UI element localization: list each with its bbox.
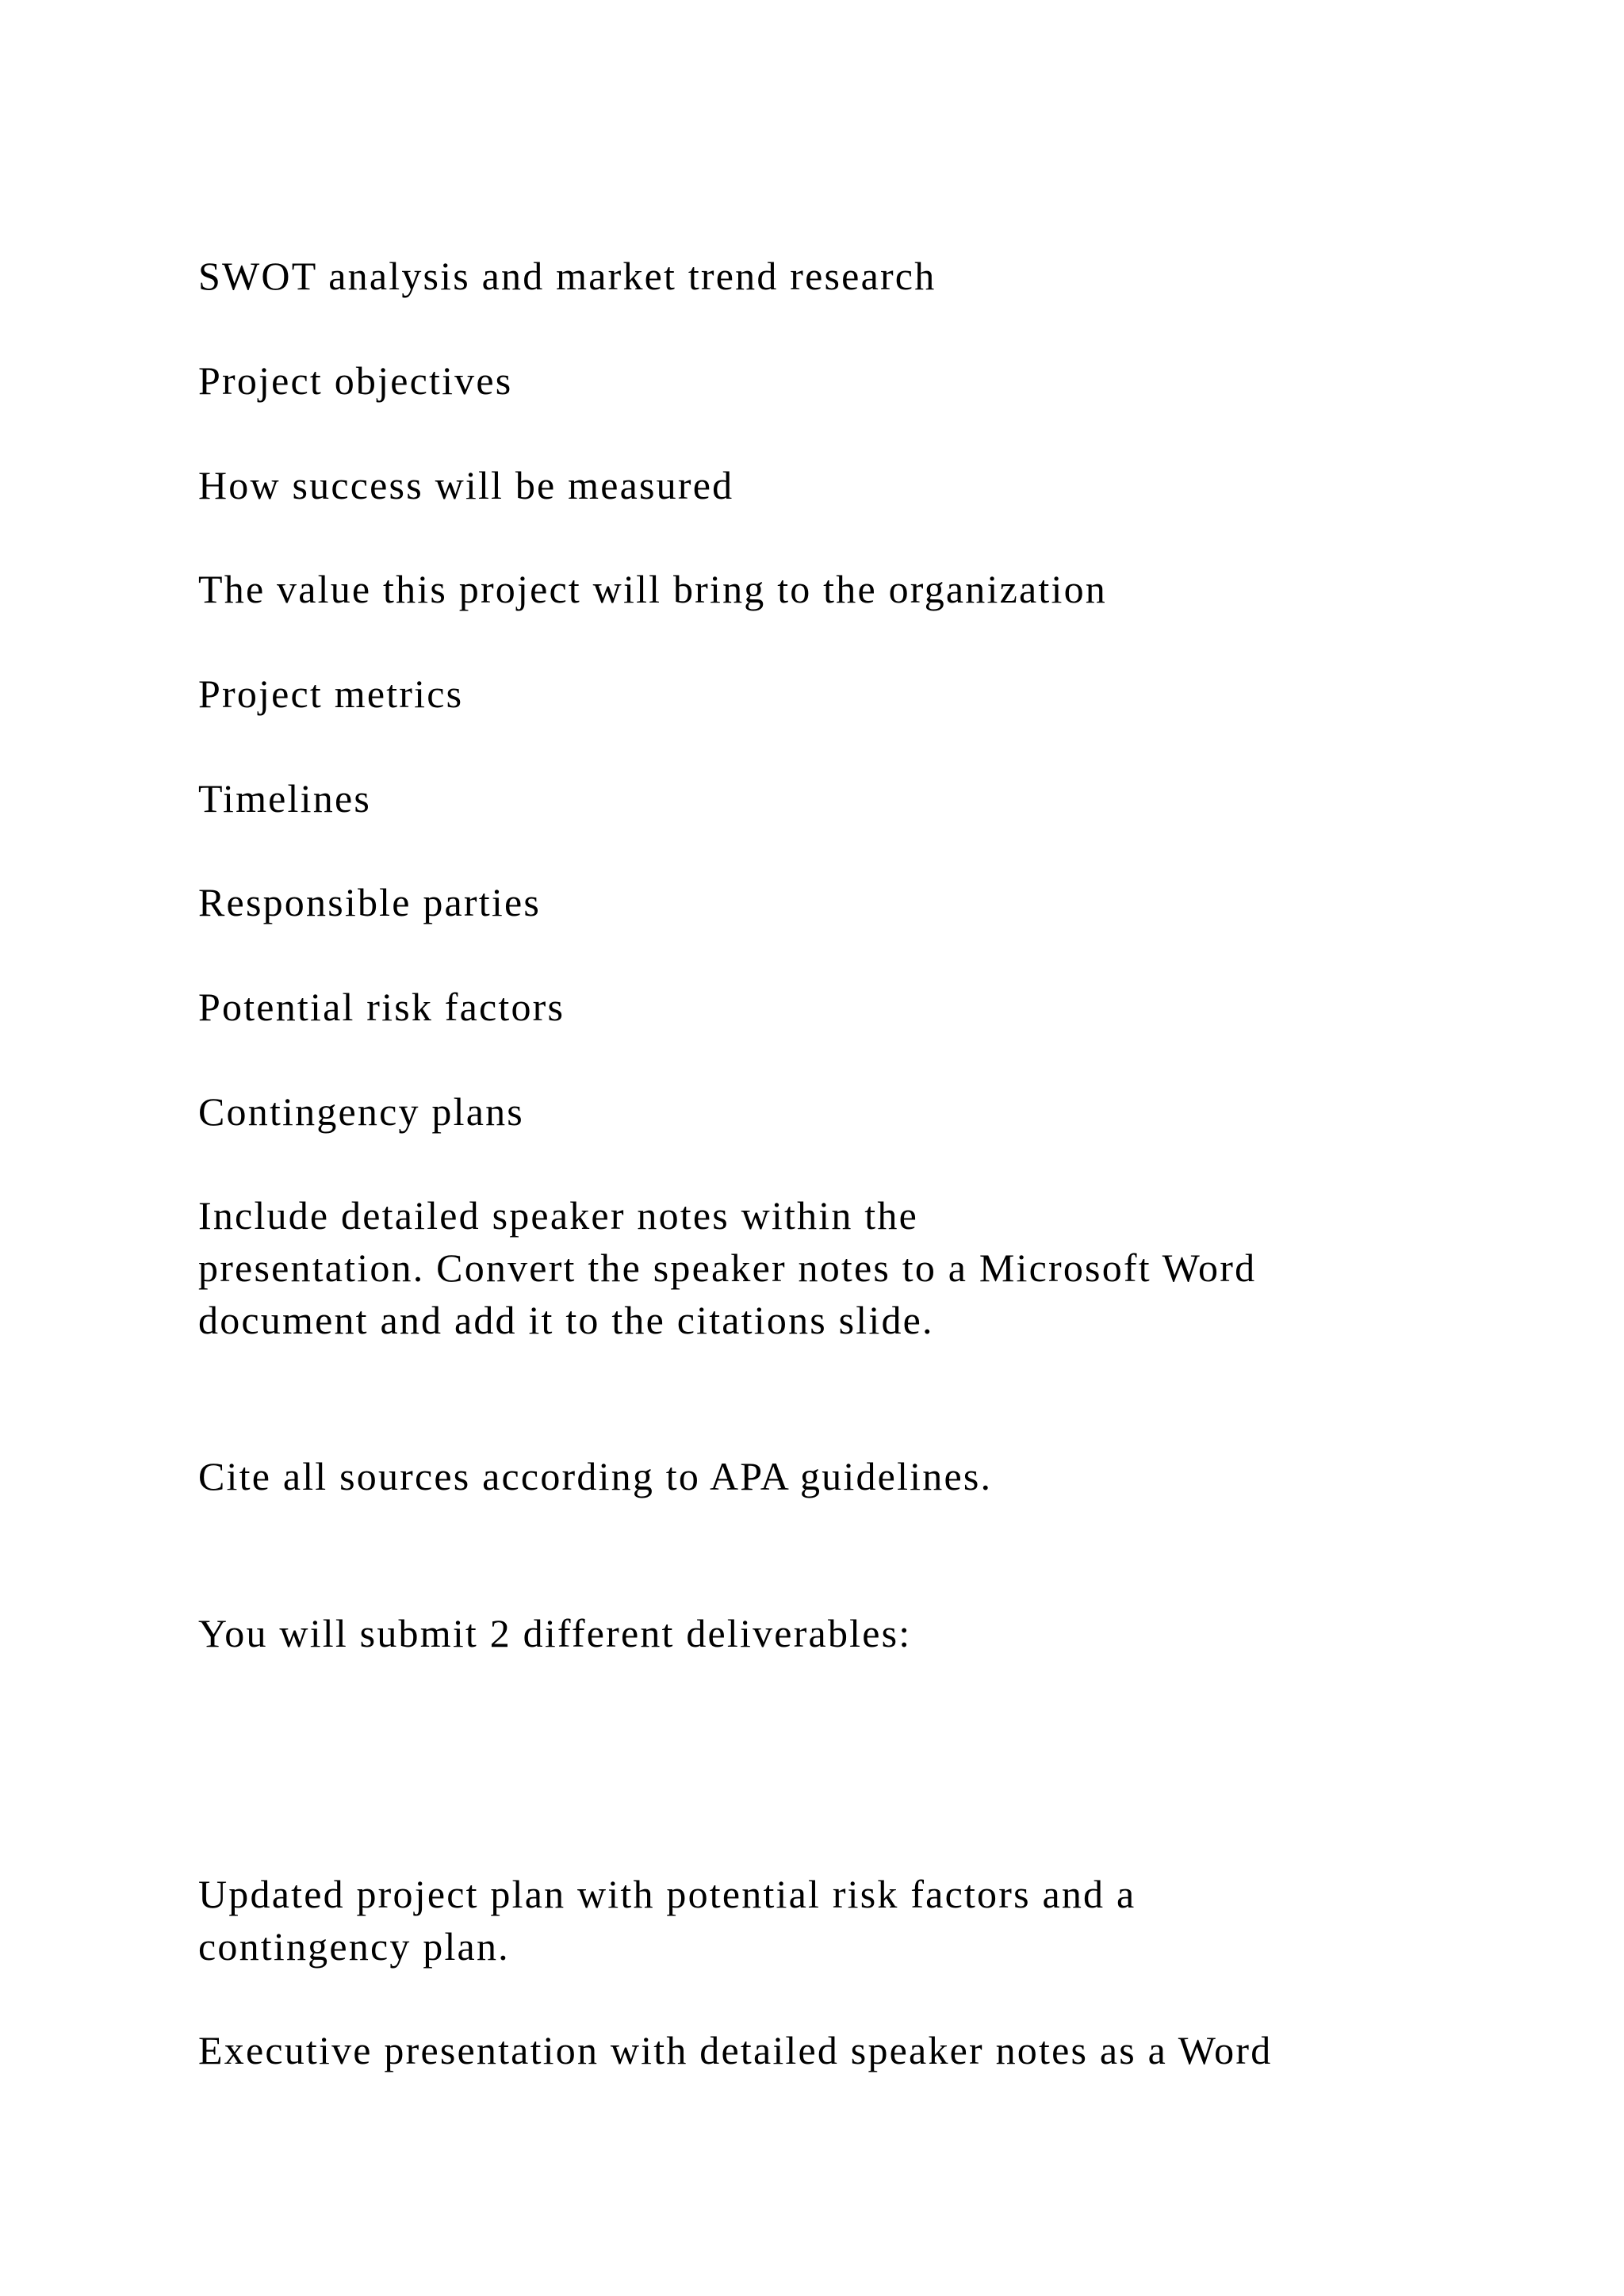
speaker-notes-line-3: document and add it to the citations slide. [198, 1298, 934, 1342]
item-project-metrics: Project metrics [198, 672, 464, 716]
item-contingency-plans: Contingency plans [198, 1089, 524, 1134]
deliverable-1-line-1: Updated project plan with potential risk factors and a [198, 1872, 1136, 1916]
item-swot-analysis: SWOT analysis and market trend research [198, 254, 936, 298]
deliverable-2-line: Executive presentation with detailed speaker notes as a Word [198, 2028, 1273, 2072]
item-risk-factors: Potential risk factors [198, 985, 565, 1029]
deliverables-intro: You will submit 2 different deliverables: [198, 1611, 912, 1655]
item-timelines: Timelines [198, 776, 371, 821]
speaker-notes-line-2: presentation. Convert the speaker notes to a Microsoft Word [198, 1246, 1257, 1290]
item-responsible-parties: Responsible parties [198, 880, 542, 924]
deliverable-1-line-2: contingency plan. [198, 1924, 510, 1969]
speaker-notes-line-1: Include detailed speaker notes within the [198, 1193, 918, 1238]
item-project-value: The value this project will bring to the organization [198, 567, 1107, 611]
item-success-measurement: How success will be measured [198, 463, 734, 507]
item-project-objectives: Project objectives [198, 358, 513, 403]
cite-sources-text: Cite all sources according to APA guidelines. [198, 1454, 993, 1498]
